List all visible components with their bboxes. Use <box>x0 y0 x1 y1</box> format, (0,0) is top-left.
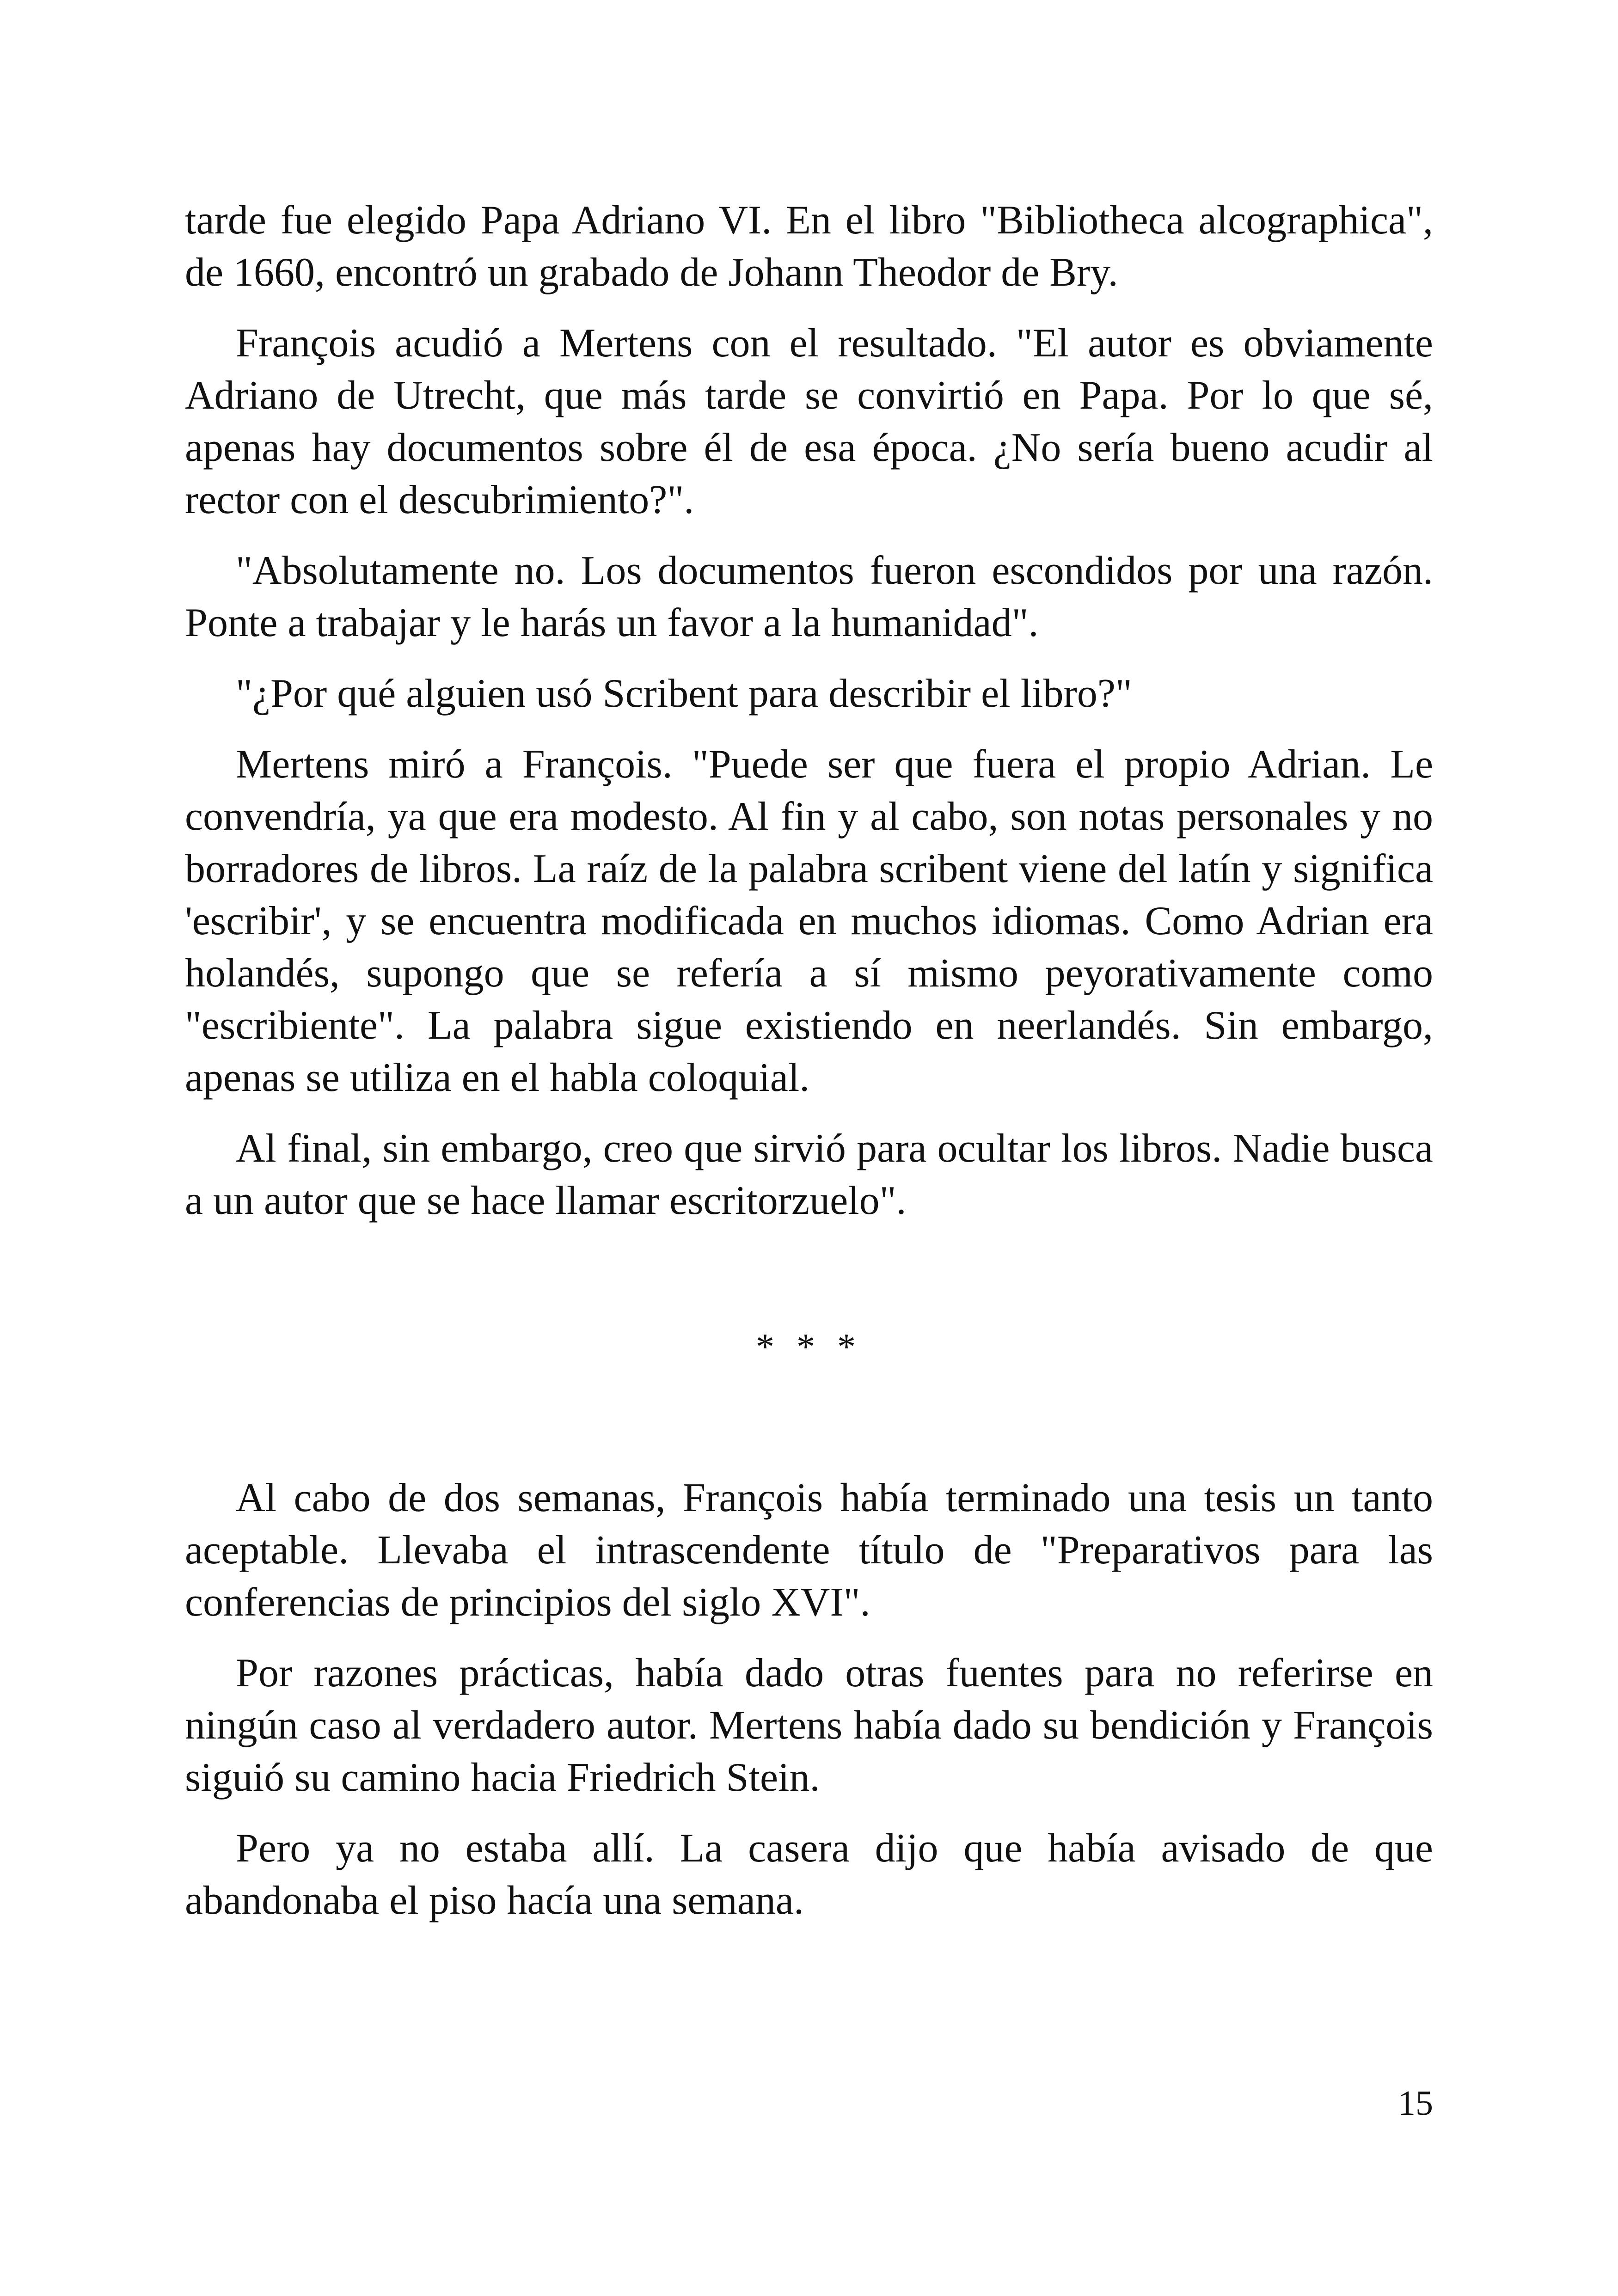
paragraph: Al final, sin embargo, creo que sirvió para ocultar los libros. Nadie busca a un autor que se hace llamar escritorzuelo". <box>185 1126 1433 1223</box>
paragraph: Mertens miró a François. "Puede ser que fuera el propio Adrian. Le convendría, ya que era modesto. Al fin y al cabo, son notas personales y no borradores de libros. La raíz de la palabra scribent viene del latín y significa 'escribir', y se encuentra modificada en muchos idiomas. Como Adrian era holandés, supongo que se refería a sí mismo peyorativamente como "escribiente". La palabra sigue existiendo en neerlandés. Sin embargo, apenas se utiliza en el habla coloquial. <box>185 742 1433 1100</box>
paragraph: Por razones prácticas, había dado otras fuentes para no referirse en ningún caso al verdadero autor. Mertens había dado su bendición y François siguió su camino hacia Friedrich Stein. <box>185 1651 1433 1800</box>
page-body <box>185 194 1433 1945</box>
paragraph: François acudió a Mertens con el resultado. "El autor es obviamente Adriano de Utrecht, que más tarde se convirtió en Papa. Por lo que sé, apenas hay documentos sobre él de esa época. ¿No sería bueno acudir al rector con el descubrimiento?". <box>185 321 1433 522</box>
paragraph: "¿Por qué alguien usó Scribent para describir el libro?" <box>236 671 1132 716</box>
paragraph: Al cabo de dos semanas, François había terminado una tesis un tanto aceptable. Llevaba el intrascendente título de "Preparativos para las conferencias de principios del siglo XVI". <box>185 1476 1433 1625</box>
section-separator: * * * <box>756 1327 862 1367</box>
paragraph-continuation: tarde fue elegido Papa Adriano VI. En el libro "Bibliotheca alcographica", de 1660, encontró un grabado de Johann Theodor de Bry. <box>185 198 1433 295</box>
paragraph: Pero ya no estaba allí. La casera dijo que había avisado de que abandonaba el piso hacía una semana. <box>185 1826 1433 1923</box>
page-number: 15 <box>1398 2084 1433 2123</box>
paragraph: "Absolutamente no. Los documentos fueron escondidos por una razón. Ponte a trabajar y le harás un favor a la humanidad". <box>185 548 1433 645</box>
